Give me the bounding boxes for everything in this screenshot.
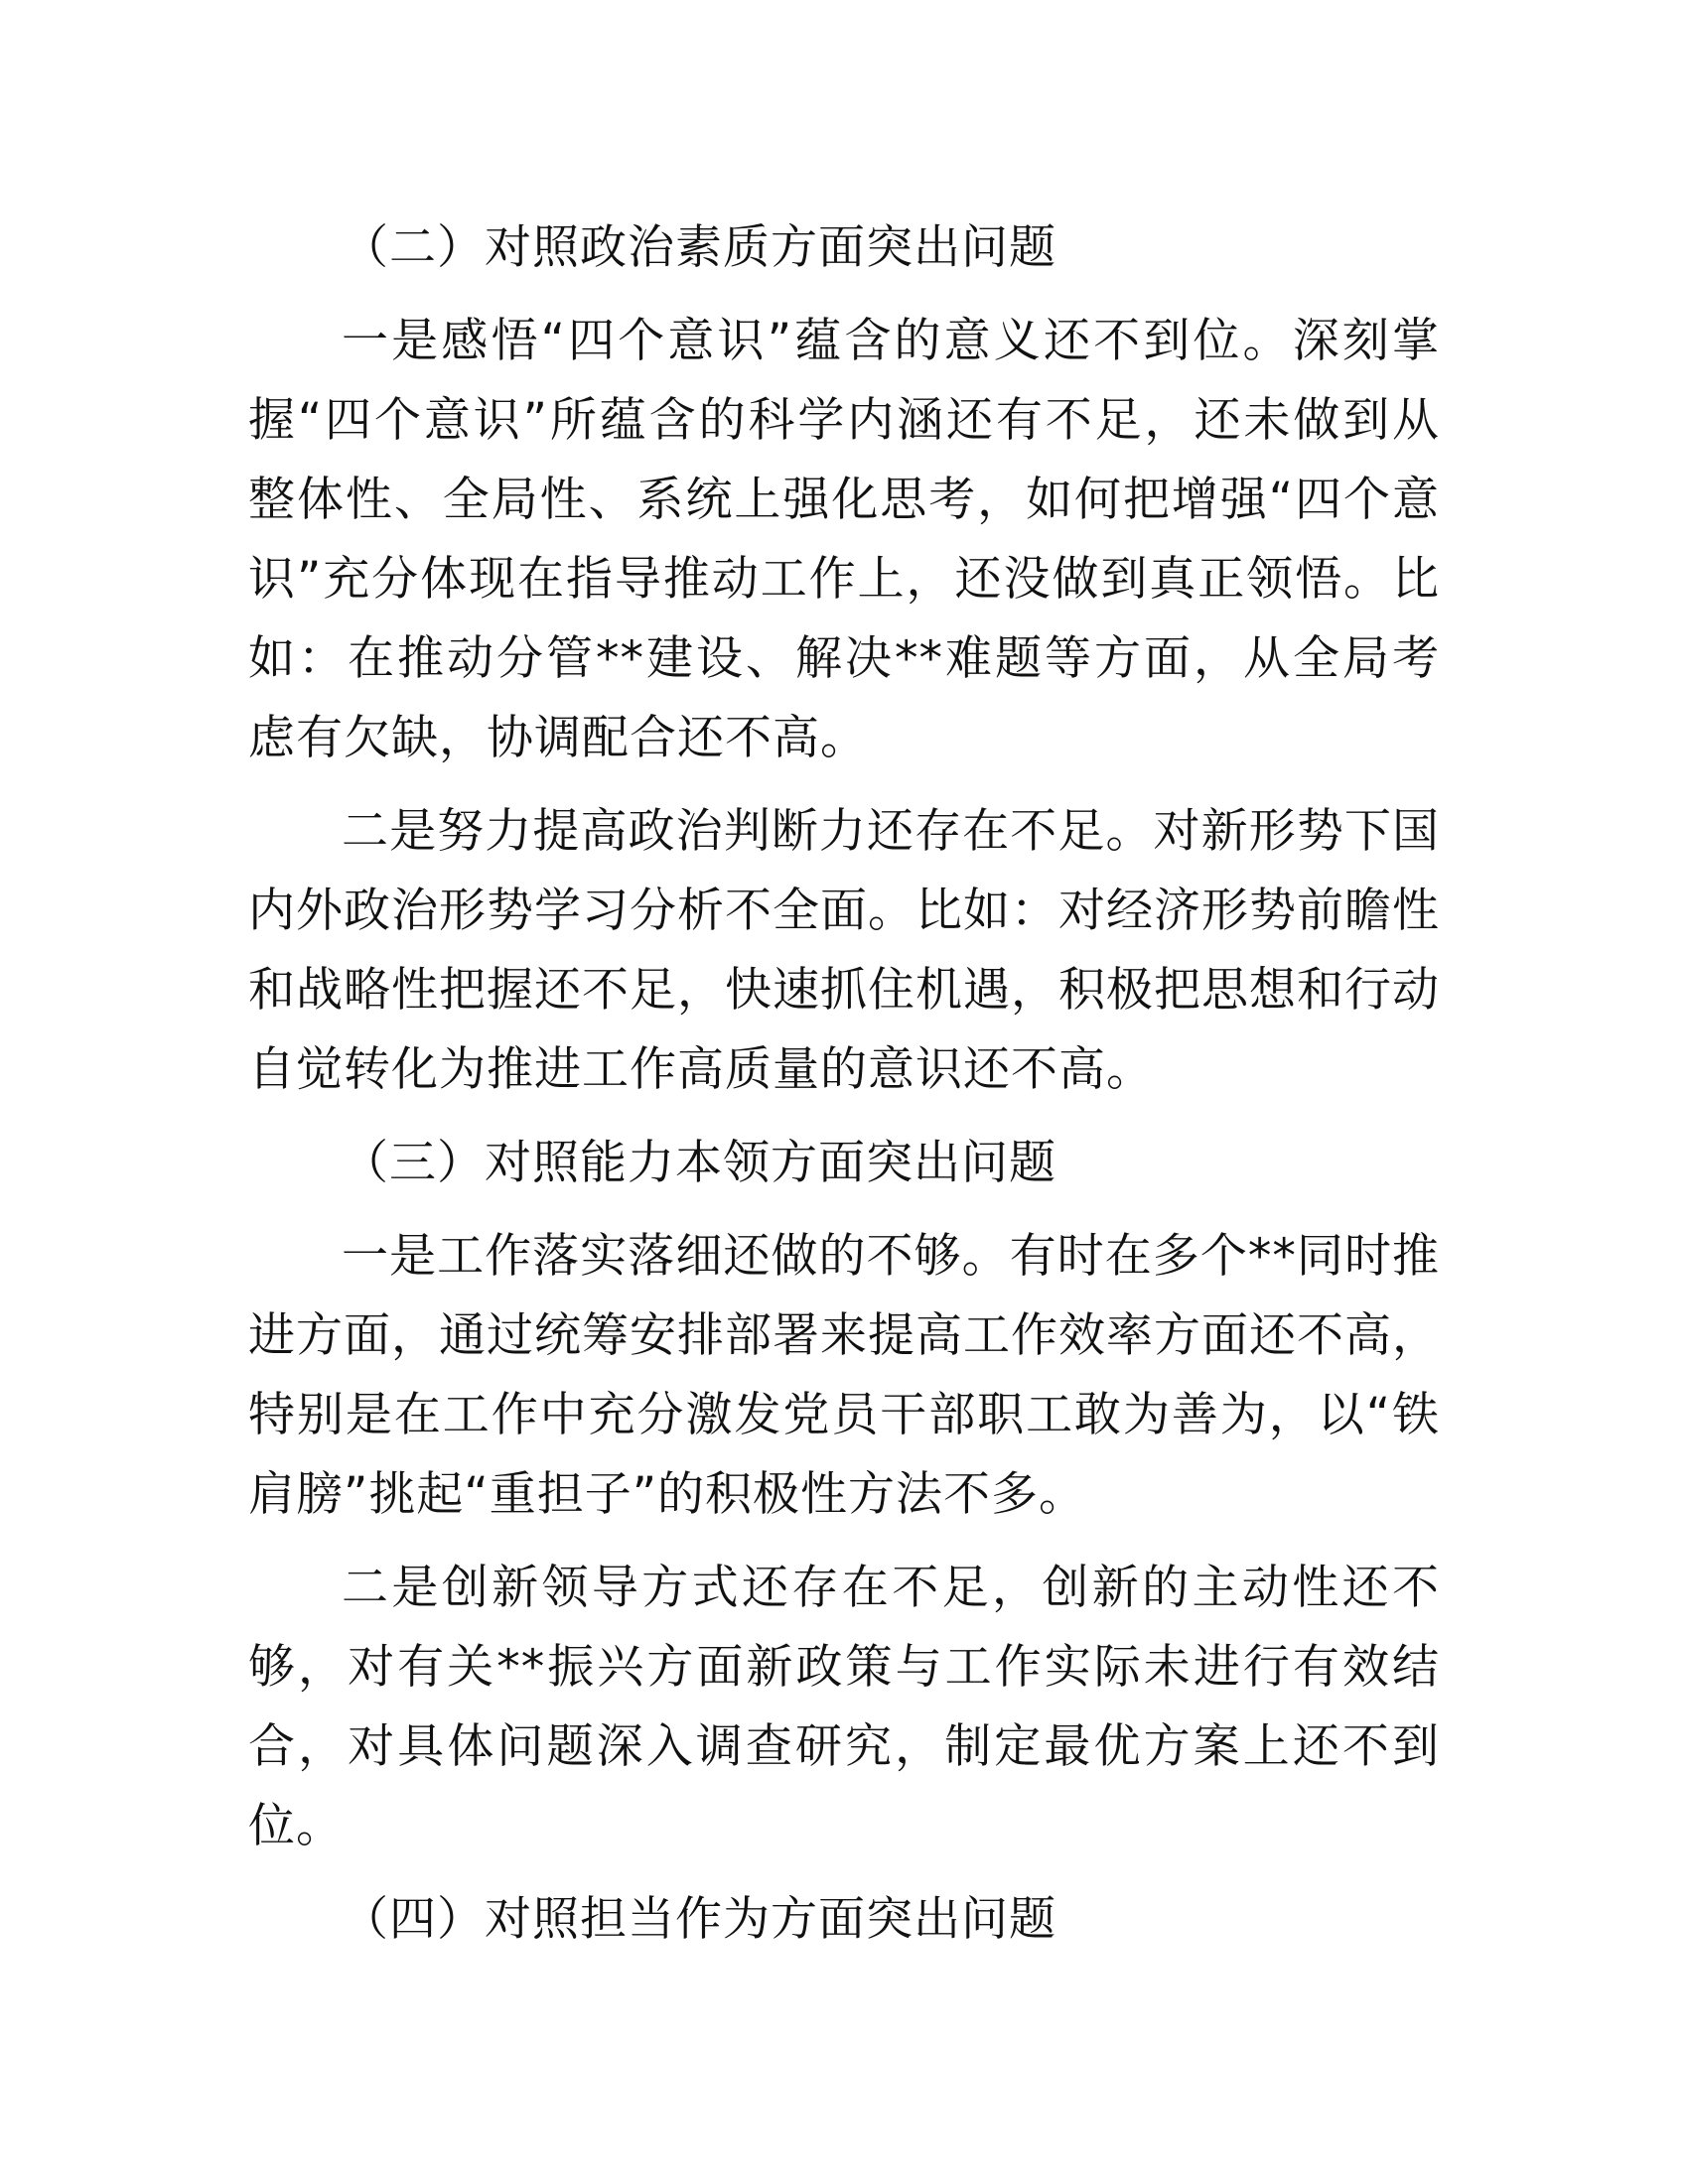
section-heading-4: （四）对照担当作为方面突出问题 bbox=[342, 1892, 1056, 1947]
document-body bbox=[248, 208, 1440, 1960]
paragraph-ability-2: 二是创新领导方式还存在不足，创新的主动性还不够，对有关**振兴方面新政策与工作实际未进行有效结合，对具体问题深入调查研究，制定最优方案上还不到位。 bbox=[248, 1561, 1440, 1853]
paragraph-political-2: 二是努力提高政治判断力还存在不足。对新形势下国内外政治形势学习分析不全面。比如：对经济形势前瞻性和战略性把握还不足，快速抓住机遇，积极把思想和行动自觉转化为推进工作高质量的意识还不高。 bbox=[248, 804, 1440, 1097]
section-heading-2: （二）对照政治素质方面突出问题 bbox=[342, 220, 1056, 275]
paragraph-ability-1: 一是工作落实落细还做的不够。有时在多个**同时推进方面，通过统筹安排部署来提高工作效率方面还不高，特别是在工作中充分激发党员干部职工敢为善为，以“铁肩膀”挑起“重担子”的积极性方法不多。 bbox=[248, 1229, 1440, 1522]
paragraph-political-1: 一是感悟“四个意识”蕴含的意义还不到位。深刻掌握“四个意识”所蕴含的科学内涵还有不足，还未做到从整体性、全局性、系统上强化思考，如何把增强“四个意识”充分体现在指导推动工作上，还没做到真正领悟。比如：在推动分管**建设、解决**难题等方面，从全局考虑有欠缺，协调配合还不高。 bbox=[248, 314, 1440, 765]
section-heading-3: （三）对照能力本领方面突出问题 bbox=[342, 1136, 1056, 1190]
